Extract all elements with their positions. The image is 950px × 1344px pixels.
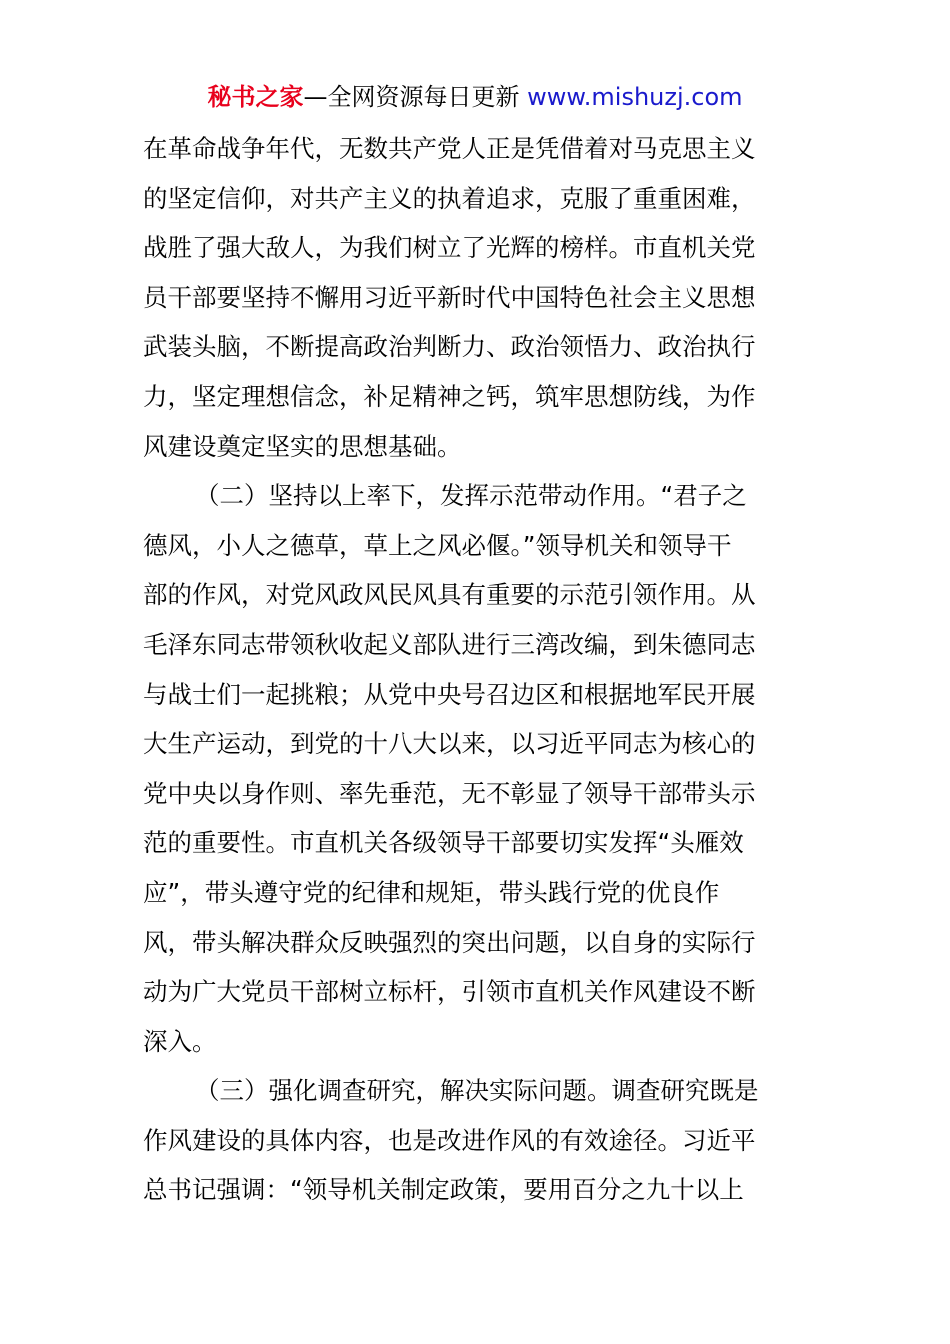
text-line: 范的重要性。市直机关各级领导干部要切实发挥“头雁效 bbox=[143, 828, 744, 858]
text-line: 作风建设的具体内容，也是改进作风的有效途径。习近平 bbox=[143, 1125, 756, 1155]
site-brand: 秘书之家 bbox=[207, 83, 304, 111]
text-line: 深入。 bbox=[143, 1026, 217, 1056]
text-line: 德风，小人之德草，草上之风必偃。”领导机关和领导干 bbox=[143, 530, 732, 560]
header-dash: — bbox=[303, 83, 328, 111]
text-line: 战胜了强大敌人，为我们树立了光辉的榜样。市直机关党 bbox=[143, 233, 756, 263]
text-line: 部的作风，对党风政风民风具有重要的示范引领作用。从 bbox=[143, 580, 756, 610]
text-line: 动为广大党员干部树立标杆，引领市直机关作风建设不断 bbox=[143, 977, 756, 1007]
text-line: 应”，带头遵守党的纪律和规矩，带头践行党的优良作 bbox=[143, 877, 720, 907]
document-body bbox=[143, 124, 808, 1215]
site-slogan: 全网资源每日更新 bbox=[327, 83, 520, 111]
text-line: 总书记强调：“领导机关制定政策，要用百分之九十以上 bbox=[143, 1175, 744, 1205]
site-url-link[interactable]: www.mishuzj.com bbox=[527, 83, 743, 111]
text-line: 员干部要坚持不懈用习近平新时代中国特色社会主义思想 bbox=[143, 282, 756, 312]
text-line: 与战士们一起挑粮；从党中央号召边区和根据地军民开展 bbox=[143, 679, 756, 709]
text-line: 风，带头解决群众反映强烈的突出问题，以自身的实际行 bbox=[143, 927, 756, 957]
text-line: 力，坚定理想信念，补足精神之钙，筑牢思想防线，为作 bbox=[143, 381, 756, 411]
text-line: 武装头脑，不断提高政治判断力、政治领悟力、政治执行 bbox=[143, 332, 756, 362]
section-heading-line: （二）坚持以上率下，发挥示范带动作用。“君子之 bbox=[195, 481, 747, 511]
text-line: 风建设奠定坚实的思想基础。 bbox=[143, 431, 462, 461]
text-line: 党中央以身作则、率先垂范，无不彰显了领导干部带头示 bbox=[143, 778, 756, 808]
text-line: 大生产运动，到党的十八大以来，以习近平同志为核心的 bbox=[143, 729, 756, 759]
text-line: 的坚定信仰，对共产主义的执着追求，克服了重重困难， bbox=[143, 183, 756, 213]
text-line: 毛泽东同志带领秋收起义部队进行三湾改编，到朱德同志 bbox=[143, 629, 756, 659]
text-line: 在革命战争年代，无数共产党人正是凭借着对马克思主义 bbox=[143, 134, 756, 163]
site-header bbox=[0, 80, 950, 114]
section-heading-line: （三）强化调查研究，解决实际问题。调查研究既是 bbox=[195, 1076, 759, 1106]
